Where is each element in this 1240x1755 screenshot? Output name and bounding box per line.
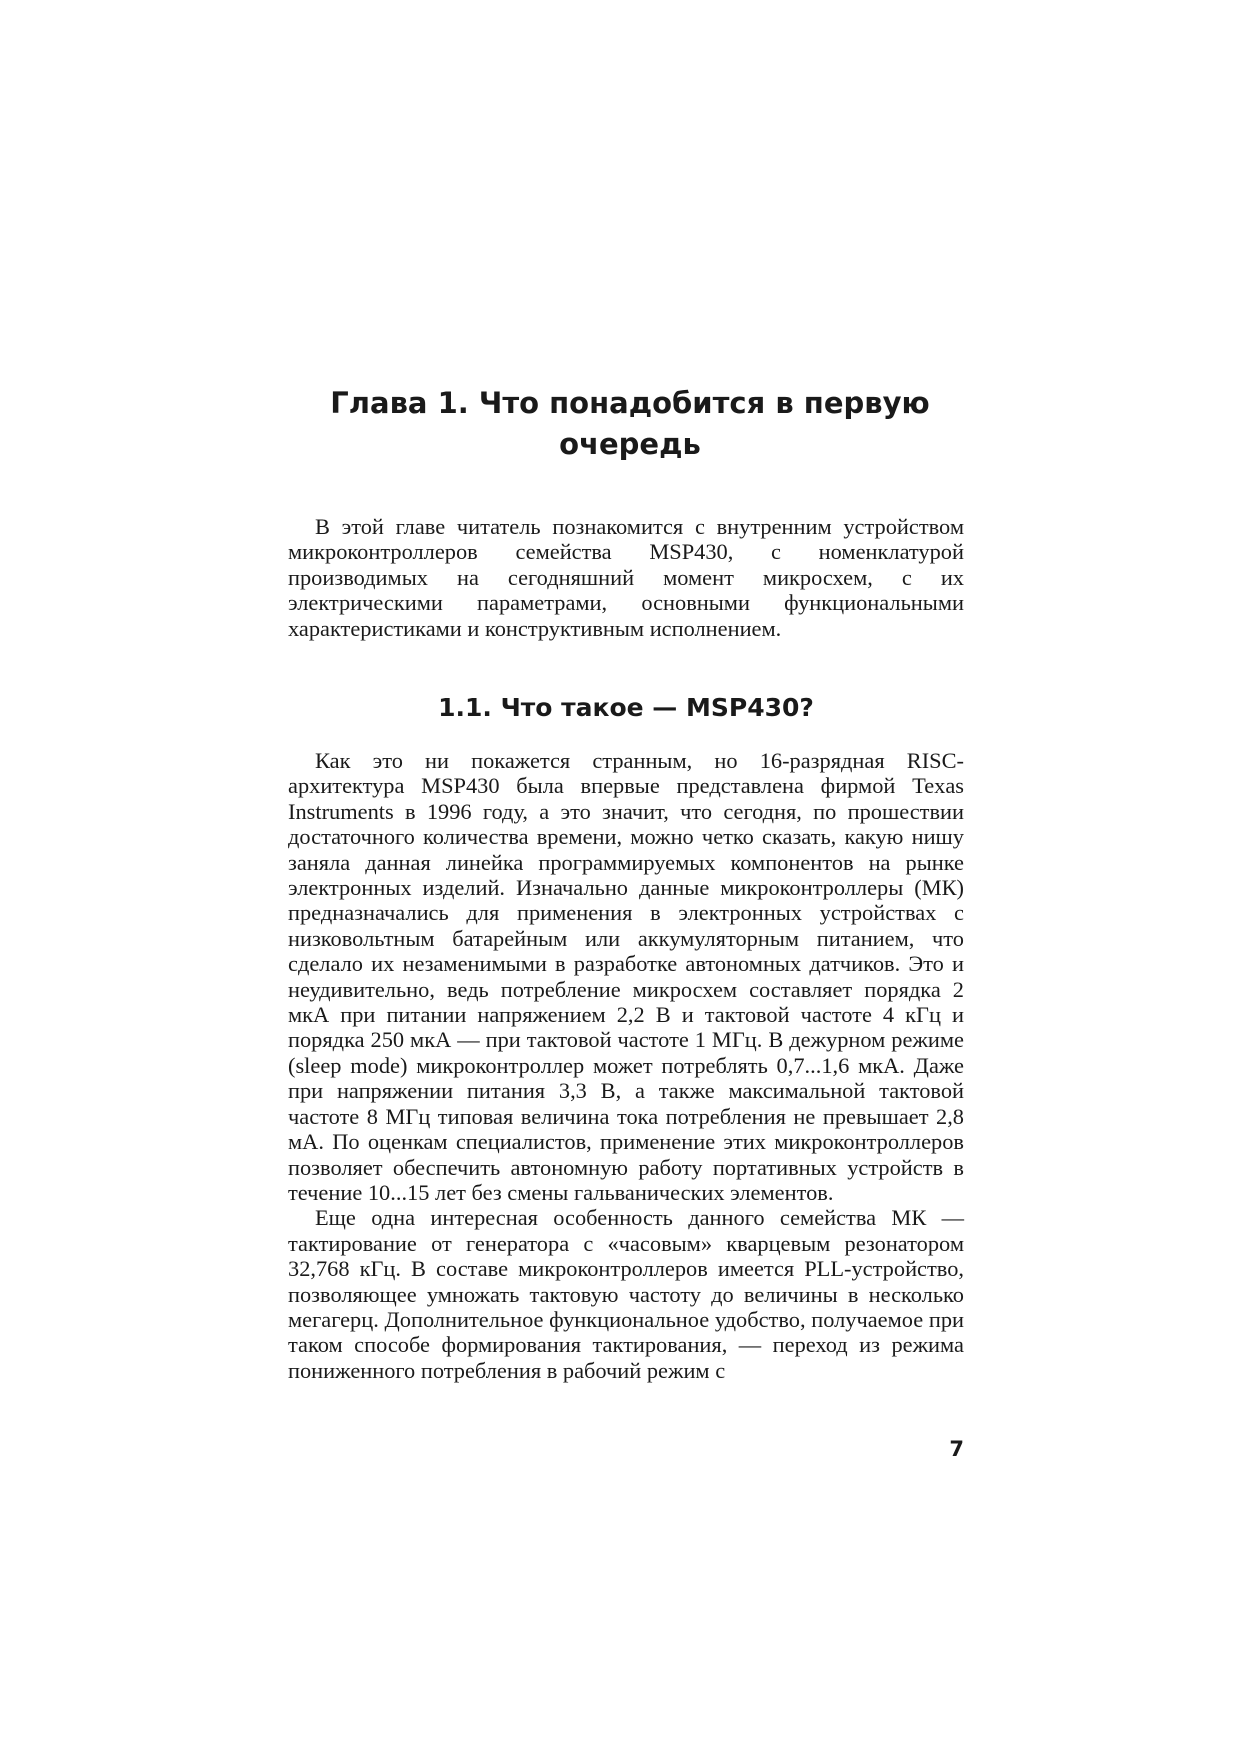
intro-paragraph: В этой главе читатель познакомится с внутренним устройством микроконтроллеров семейства MSP430, с номенклатурой производимых на сегодняшний момент микросхем, с их электрическими параметрами, основными функциональными характеристиками и конструктивным исполнением. [288,514,964,641]
body-paragraph: Еще одна интересная особенность данного семейства МК — тактирование от генератора с «часовым» кварцевым резонатором 32,768 кГц. В составе микроконтроллеров имеется PLL-устройство, позволяющее умножать тактовую частоту до величины в несколько мегагерц. Дополнительное функциональное удобство, получаемое при таком способе формирования тактирования, — переход из режима пониженного потребления в рабочий режим с [288,1205,964,1383]
chapter-title: Глава 1. Что понадобится в первую очередь [330,386,930,461]
section-title: 1.1. Что такое — MSP430? [438,693,814,722]
page-number: 7 [949,1437,964,1461]
body-paragraph: Как это ни покажется странным, но 16-разрядная RISC-архитектура MSP430 была впервые представлена фирмой Texas Instruments в 1996 году, а это значит, что сегодня, по прошествии достаточного количества времени, можно четко сказать, какую нишу заняла данная линейка программируемых компонентов на рынке электронных изделий. Изначально данные микроконтроллеры (МК) предназначались для применения в электронных устройствах с низковольтным батарейным или аккумуляторным питанием, что сделало их незаменимыми в разработке автономных датчиков. Это и неудивительно, ведь потребление микросхем составляет порядка 2 мкА при питании напряжением 2,2 В и тактовой частоте 4 кГц и порядка 250 мкА — при тактовой частоте 1 МГц. В дежурном режиме (sleep mode) микроконтроллер может потреблять 0,7...1,6 мкА. Даже при напряжении питания 3,3 В, а также максимальной тактовой частоте 8 МГц типовая величина тока потребления не превышает 2,8 мА. По оценкам специалистов, применение этих микроконтроллеров позволяет обеспечить автономную работу портативных устройств в течение 10...15 лет без смены гальванических элементов. [288,748,964,1205]
section-body [288,748,964,1383]
chapter-intro [288,514,964,641]
